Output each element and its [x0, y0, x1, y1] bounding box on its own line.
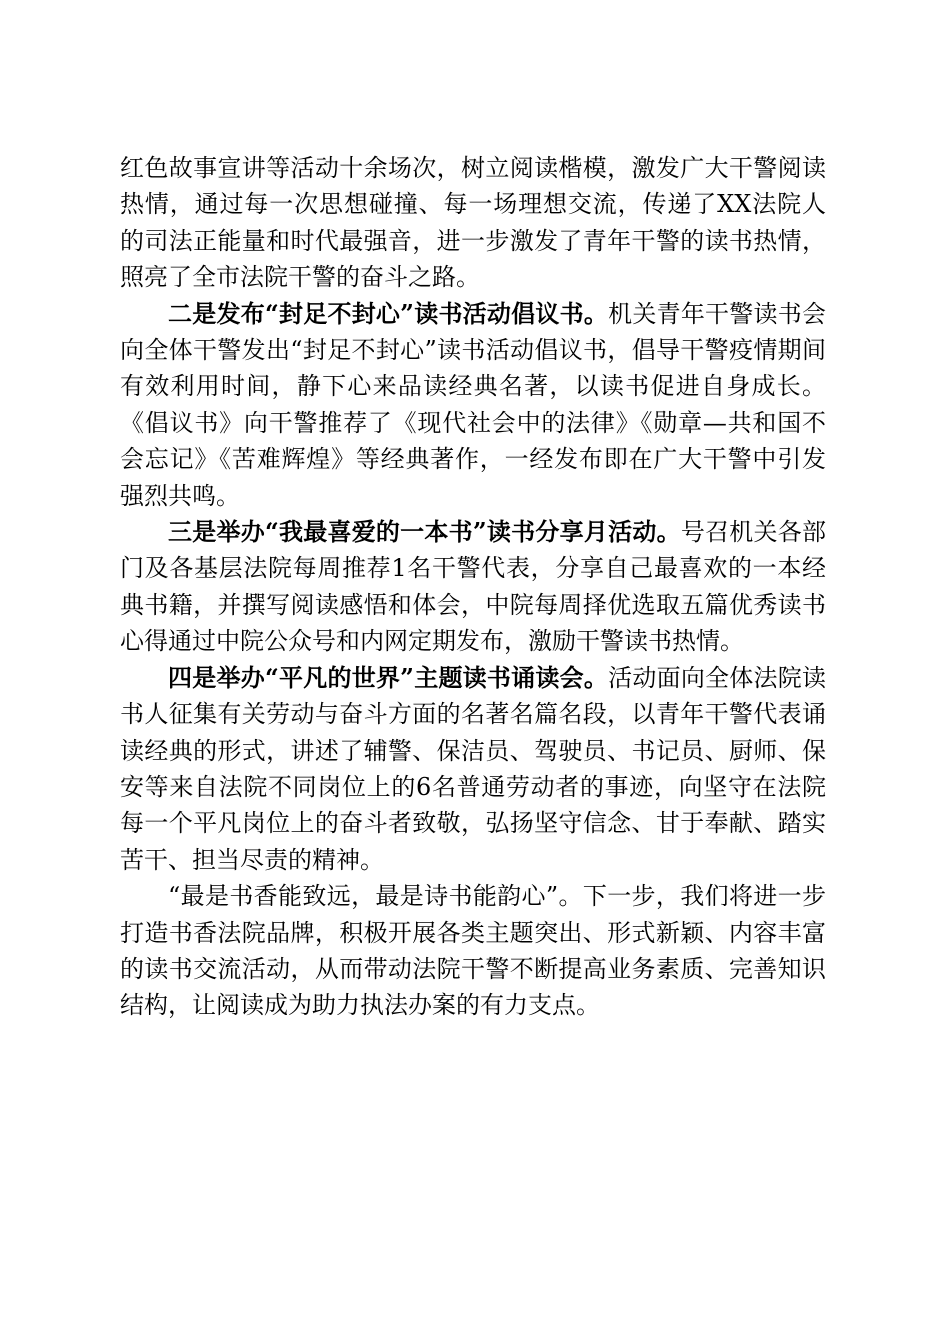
- paragraph-conclusion: [120, 878, 826, 1024]
- paragraph-lead: 三是举办“我最喜爱的一本书”读书分享月活动。: [168, 517, 681, 547]
- paragraph-text: “最是书香能致远，最是诗书能韵心”。下一步，我们将进一步打造书香法院品牌，积极开展各类主题突出、形式新颖、内容丰富的读书交流活动，从而带动法院干警不断提高业务素质、完善知识结构，让阅读成为助力执法办案的有力支点。: [120, 882, 826, 1020]
- paragraph-continuation: [120, 150, 826, 296]
- paragraph-lead: 四是举办“平凡的世界”主题读书诵读会。: [168, 662, 609, 692]
- document-body: [120, 150, 826, 1024]
- paragraph-text: 活动面向全体法院读书人征集有关劳动与奋斗方面的名著名篇名段，以青年干警代表诵读经典的形式，讲述了辅警、保洁员、驾驶员、书记员、厨师、保安等来自法院不同岗位上的6名普通劳动者的事迹，向坚守在法院每一个平凡岗位上的奋斗者致敬，弘扬坚守信念、甘于奉献、踏实苦干、担当尽责的精神。: [120, 663, 827, 874]
- paragraph-lead: 二是发布“封足不封心”读书活动倡议书。: [168, 298, 609, 328]
- paragraph-text: 机关青年干警读书会向全体干警发出“封足不封心”读书活动倡议书，倡导干警疫情期间有效利用时间，静下心来品读经典名著，以读书促进自身成长。《倡议书》向干警推荐了《现代社会中的法律》《勋章—共和国不会忘记》《苦难辉煌》等经典著作，一经发布即在广大干警中引发强烈共鸣。: [120, 299, 827, 510]
- paragraph-item-three: [120, 514, 826, 660]
- paragraph-item-four: [120, 660, 826, 878]
- paragraph-item-two: [120, 296, 826, 514]
- paragraph-text: 红色故事宣讲等活动十余场次，树立阅读楷模，激发广大干警阅读热情，通过每一次思想碰撞、每一场理想交流，传递了XX法院人的司法正能量和时代最强音，进一步激发了青年干警的读书热情，照亮了全市法院干警的奋斗之路。: [120, 154, 826, 292]
- paragraph-text: 号召机关各部门及各基层法院每周推荐1名干警代表，分享自己最喜欢的一本经典书籍，并撰写阅读感悟和体会，中院每周择优选取五篇优秀读书心得通过中院公众号和内网定期发布，激励干警读书热情。: [120, 518, 827, 656]
